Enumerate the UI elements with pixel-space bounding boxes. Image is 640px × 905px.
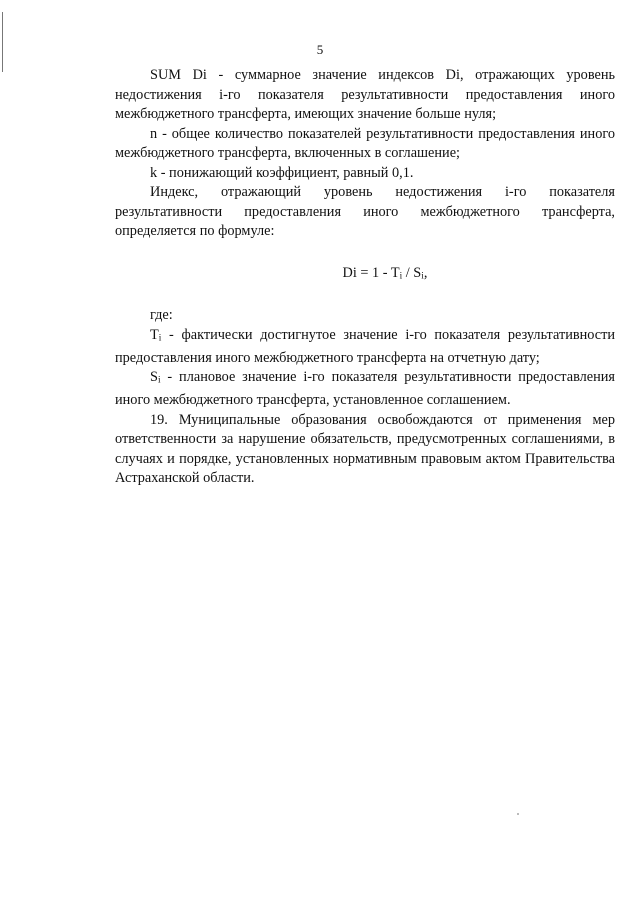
definition-si-text: - плановое значение i-го показателя результативности предоставления иного межбюджетного трансферта, установленное соглашением. xyxy=(115,369,615,409)
paragraph-index-intro: Индекс, отражающий уровень недостижения i-го показателя результативности предоставления иного межбюджетного трансферта, определяется по формуле: xyxy=(115,184,615,239)
definition-si-sub: i xyxy=(157,375,161,386)
definition-ti xyxy=(115,326,615,368)
formula-sub-s: i xyxy=(421,270,424,281)
paragraph-k: k - понижающий коэффициент, равный 0,1. xyxy=(150,164,414,181)
definition-ti-text: - фактически достигнутое значение i-го показателя результативности предоставления иного межбюджетного трансферта на отчетную дату; xyxy=(115,326,615,366)
formula-sub-t: i xyxy=(399,270,403,281)
page-number: 5 xyxy=(316,42,324,57)
definition-si xyxy=(115,368,615,410)
formula-tail: , xyxy=(423,264,428,281)
document-body xyxy=(115,66,615,489)
where-label: где: xyxy=(150,307,173,324)
definition-ti-sub: i xyxy=(158,333,162,344)
formula-lhs: Di = 1 - T xyxy=(342,264,400,281)
definition-si-symbol: S xyxy=(150,369,158,386)
formula xyxy=(115,264,615,287)
paragraph-item-19: 19. Муниципальные образования освобождаются от применения мер ответственности за нарушение обязательств, предусмотренных соглашениями, в случаях и порядке, установленных нормативным правовым актом Правительства Астраханской области. xyxy=(115,411,615,487)
formula-mid: / S xyxy=(402,264,422,281)
paragraph-n: n - общее количество показателей результативности предоставления иного межбюджетного трансферта, включенных в соглашение; xyxy=(115,125,615,161)
definition-ti-symbol: T xyxy=(150,326,159,343)
paragraph-sum-di: SUM Di - суммарное значение индексов Di, отражающих уровень недостижения i-го показателя результативности предоставления иного межбюджетного трансферта, имеющих значение больше нуля; xyxy=(115,67,615,122)
scan-speck xyxy=(517,813,519,815)
